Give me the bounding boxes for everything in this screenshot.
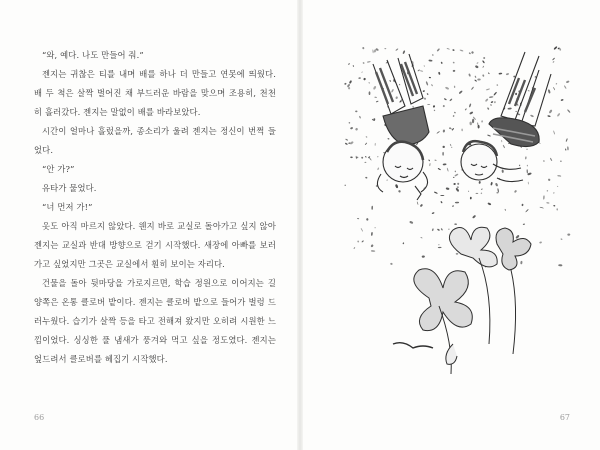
petal — [371, 206, 373, 210]
petal — [546, 190, 548, 192]
paragraph: “와, 예다. 나도 만들어 줘.” — [42, 50, 144, 60]
petal — [457, 186, 459, 188]
petal — [472, 215, 476, 219]
petal — [453, 177, 455, 178]
petal — [434, 160, 436, 161]
petal — [438, 72, 440, 75]
petal — [553, 87, 555, 91]
petal — [468, 191, 469, 192]
petal — [465, 108, 467, 111]
petal — [515, 93, 517, 96]
petal — [448, 228, 450, 230]
petal — [361, 240, 364, 243]
petal — [437, 228, 440, 231]
petal — [477, 78, 480, 80]
petal — [520, 261, 522, 265]
petal — [431, 84, 433, 86]
petal — [546, 202, 549, 204]
petal — [432, 54, 434, 57]
petal — [417, 69, 420, 71]
petal — [482, 60, 485, 63]
petal — [453, 61, 455, 63]
petal — [470, 197, 472, 200]
petal — [527, 169, 528, 173]
petal — [539, 241, 542, 243]
petal — [560, 160, 562, 162]
petal — [487, 134, 491, 137]
petal — [436, 131, 440, 134]
petal — [434, 191, 438, 194]
petal — [485, 98, 489, 102]
petal — [481, 120, 483, 122]
clover-leaves — [393, 227, 531, 374]
petal — [539, 207, 543, 209]
petal — [422, 255, 425, 258]
petal — [530, 114, 534, 117]
petal — [454, 223, 457, 225]
petal — [444, 98, 447, 101]
petal — [402, 50, 405, 54]
petal — [487, 202, 491, 205]
petal — [376, 100, 379, 102]
petal — [344, 184, 346, 186]
petal — [519, 164, 521, 166]
petal — [432, 228, 434, 231]
petal — [371, 250, 376, 252]
petal — [357, 240, 359, 242]
petal — [482, 74, 485, 77]
petal — [365, 156, 367, 158]
petal — [503, 145, 506, 149]
petal — [567, 109, 571, 113]
paragraph: 시간이 얼마나 흘렀을까, 종소리가 울려 젠지는 정신이 번쩍 들었다. — [34, 126, 276, 155]
petal — [564, 85, 567, 89]
petal — [361, 228, 364, 232]
petal — [490, 182, 493, 186]
petal — [469, 122, 472, 126]
petal — [557, 175, 561, 176]
petal — [417, 201, 419, 205]
petal — [445, 86, 449, 90]
petal — [481, 188, 483, 190]
petal — [433, 105, 436, 108]
petal — [365, 177, 368, 179]
petal — [412, 106, 414, 108]
petal — [438, 244, 439, 245]
petal — [499, 73, 503, 75]
petal — [377, 167, 379, 170]
petal — [455, 187, 459, 192]
petal — [367, 61, 371, 63]
petal — [455, 171, 456, 173]
petal — [344, 83, 347, 86]
petal — [402, 242, 404, 244]
petal — [429, 77, 431, 79]
petal — [496, 84, 498, 86]
paragraph: “너 먼저 가!” — [42, 202, 93, 212]
petal — [450, 144, 452, 147]
petal — [391, 89, 394, 93]
petal — [452, 49, 455, 51]
petal — [543, 195, 545, 199]
petal — [471, 51, 474, 54]
petal — [461, 128, 462, 131]
petal — [456, 253, 459, 255]
petal — [348, 87, 350, 90]
paragraph: 건물을 돌아 뒷마당을 가로지르면, 학습 정원으로 이어지는 길 양쪽은 온통 클로버 밭이다. 젠지는 클로버 밭으로 들어가 벌렁 드러누웠다. 습기가 살짝 등을 타고 전해져 왔지만 오히려 시원한 느낌이었다. 싱싱한 풀 냄새가 풍겨와 먹고 싶을 정도였다. 젠지는 엎드려서 클로버를 헤집기 시작했다. — [34, 278, 276, 364]
petal — [423, 90, 426, 92]
petal — [369, 91, 371, 95]
petal — [374, 97, 377, 98]
petal — [358, 77, 361, 79]
petal — [361, 156, 364, 159]
petal — [395, 96, 398, 99]
petal — [507, 107, 511, 109]
petal — [428, 59, 432, 61]
petal — [357, 218, 359, 219]
petal — [409, 221, 413, 225]
petal — [476, 193, 479, 194]
petal — [442, 152, 444, 156]
left-child-figure — [373, 54, 429, 200]
petal — [372, 119, 373, 120]
petal — [453, 183, 456, 185]
petal — [386, 179, 388, 181]
petal — [553, 205, 555, 207]
petal — [552, 57, 555, 60]
petal — [557, 186, 559, 187]
petal — [565, 148, 567, 150]
petal — [474, 79, 477, 82]
petal — [460, 49, 464, 51]
petal — [345, 138, 348, 140]
petal — [447, 168, 449, 172]
two-children-lying-in-clover-illustration — [343, 44, 573, 384]
petal — [349, 80, 352, 84]
petal — [453, 115, 455, 117]
body-text — [34, 46, 276, 369]
petal — [527, 90, 529, 92]
petal — [527, 172, 532, 176]
petal — [420, 70, 424, 72]
petal — [387, 138, 389, 140]
petal — [452, 205, 454, 207]
petal — [553, 192, 554, 194]
petal — [543, 160, 545, 162]
petal — [434, 109, 436, 111]
petal — [359, 116, 361, 119]
petal — [553, 46, 557, 50]
petal — [348, 63, 351, 66]
page-number-right: 67 — [559, 413, 570, 422]
petal — [474, 75, 476, 78]
petal — [443, 129, 445, 132]
petal — [442, 146, 444, 148]
petal — [442, 105, 445, 108]
petal — [395, 184, 399, 189]
petal — [488, 72, 490, 74]
petal — [365, 136, 367, 138]
petal — [432, 212, 435, 214]
petal — [425, 81, 428, 86]
petal — [429, 163, 431, 166]
petal — [549, 109, 553, 114]
petal — [347, 84, 351, 88]
petal — [366, 218, 369, 221]
petal — [560, 238, 562, 240]
petal — [355, 127, 358, 130]
petal — [453, 70, 456, 72]
petal — [550, 158, 553, 162]
petal — [399, 84, 401, 86]
petal — [423, 65, 425, 67]
petal — [438, 168, 442, 171]
petal — [561, 99, 564, 101]
paragraph: 옷도 아직 마르지 않았다. 웬지 바로 교실로 돌아가고 싶지 않아 젠지는 교실과 반대 방향으로 걷기 시작했다. 새장에 아빠를 보러 가고 싶었지만 그곳은 교실에서 훤히 보이는 자리다. — [34, 221, 276, 269]
petal — [525, 209, 529, 213]
petal — [486, 88, 490, 90]
petal — [459, 90, 463, 94]
petal — [514, 190, 517, 193]
petal — [363, 62, 365, 63]
petal — [557, 113, 561, 117]
petal — [350, 127, 353, 130]
petal — [528, 182, 529, 185]
petal — [452, 128, 455, 131]
petal — [490, 101, 493, 104]
petal — [501, 140, 502, 143]
petal — [447, 48, 450, 50]
petal — [350, 156, 353, 158]
petal — [480, 192, 482, 194]
right-child-figure — [461, 52, 551, 182]
petal — [427, 104, 430, 105]
right-page — [303, 0, 600, 450]
petal — [426, 93, 428, 95]
petal — [555, 83, 557, 85]
petal — [441, 61, 443, 64]
petal — [420, 237, 422, 239]
petal — [438, 247, 442, 248]
petal — [395, 48, 398, 51]
petal — [478, 125, 480, 129]
petal — [553, 130, 555, 134]
petal — [441, 228, 444, 231]
petal — [454, 111, 456, 113]
petal — [424, 97, 427, 100]
petal — [483, 57, 485, 59]
petal — [436, 48, 440, 52]
petal — [479, 181, 481, 184]
petal — [526, 148, 528, 150]
petal — [373, 86, 377, 90]
petal — [490, 104, 492, 107]
petal — [349, 122, 351, 124]
petal — [495, 183, 498, 187]
petal — [443, 163, 447, 165]
petal — [525, 156, 527, 159]
petal — [353, 247, 355, 249]
petal — [548, 89, 551, 94]
petal — [556, 208, 558, 210]
petal — [565, 138, 567, 142]
petal — [469, 103, 472, 107]
petal — [355, 110, 357, 112]
petal — [497, 188, 499, 192]
petal — [475, 65, 479, 69]
paragraph: “안 가?” — [42, 164, 75, 174]
petal — [361, 71, 363, 72]
petal — [455, 202, 459, 204]
petal — [352, 65, 354, 67]
petal — [368, 82, 370, 84]
petal — [457, 182, 460, 185]
petal — [440, 201, 443, 204]
petal — [567, 233, 570, 235]
paragraph: 유타가 물었다. — [42, 183, 97, 193]
petal — [369, 157, 372, 161]
petal — [523, 223, 525, 225]
petal — [515, 111, 516, 112]
petal — [489, 96, 494, 98]
paragraph: 젠지는 귀찮은 티를 내며 배를 하나 더 만들고 연못에 띄웠다. 배 두 척은 살짝 벌어진 채 부드러운 바람을 맞으며 조용히, 천천히 흘러갔다. 젠지는 말없이 배를 바라보았다. — [34, 69, 276, 117]
petal — [471, 86, 474, 90]
petal — [451, 147, 452, 148]
petal — [373, 118, 376, 121]
petal — [364, 162, 366, 163]
petal — [362, 47, 365, 50]
petal — [552, 61, 554, 63]
petal — [375, 143, 376, 146]
petal — [440, 195, 444, 196]
page-number-left: 66 — [34, 413, 45, 422]
petal — [521, 204, 523, 207]
petal — [454, 86, 456, 89]
petal — [482, 66, 484, 69]
petal — [494, 101, 497, 104]
petal — [493, 92, 497, 96]
petal — [567, 146, 569, 150]
petal — [390, 263, 393, 265]
petal — [377, 156, 378, 157]
petal — [566, 80, 570, 83]
petal — [469, 111, 473, 115]
petal — [487, 107, 490, 110]
petal — [515, 235, 520, 240]
petal — [398, 190, 401, 193]
petal — [345, 142, 348, 145]
petal — [468, 73, 471, 77]
petal — [502, 169, 504, 173]
petal — [469, 52, 472, 54]
petal — [454, 173, 458, 176]
petal — [547, 115, 550, 117]
petal — [371, 232, 373, 236]
petal — [446, 187, 450, 190]
petal — [449, 98, 452, 101]
petal — [527, 165, 528, 167]
petal — [504, 209, 506, 211]
petal — [384, 48, 386, 49]
left-page — [0, 0, 297, 450]
petal — [370, 244, 373, 248]
petal — [506, 73, 510, 76]
petal — [372, 49, 373, 53]
petal — [476, 62, 478, 64]
petal — [389, 80, 391, 82]
petal — [365, 142, 368, 145]
petal — [374, 227, 376, 229]
petal — [558, 264, 562, 266]
petal — [356, 157, 358, 159]
petal — [420, 204, 423, 208]
petal — [548, 178, 551, 181]
petal — [472, 119, 474, 123]
petal — [428, 159, 430, 161]
petal — [363, 77, 366, 80]
